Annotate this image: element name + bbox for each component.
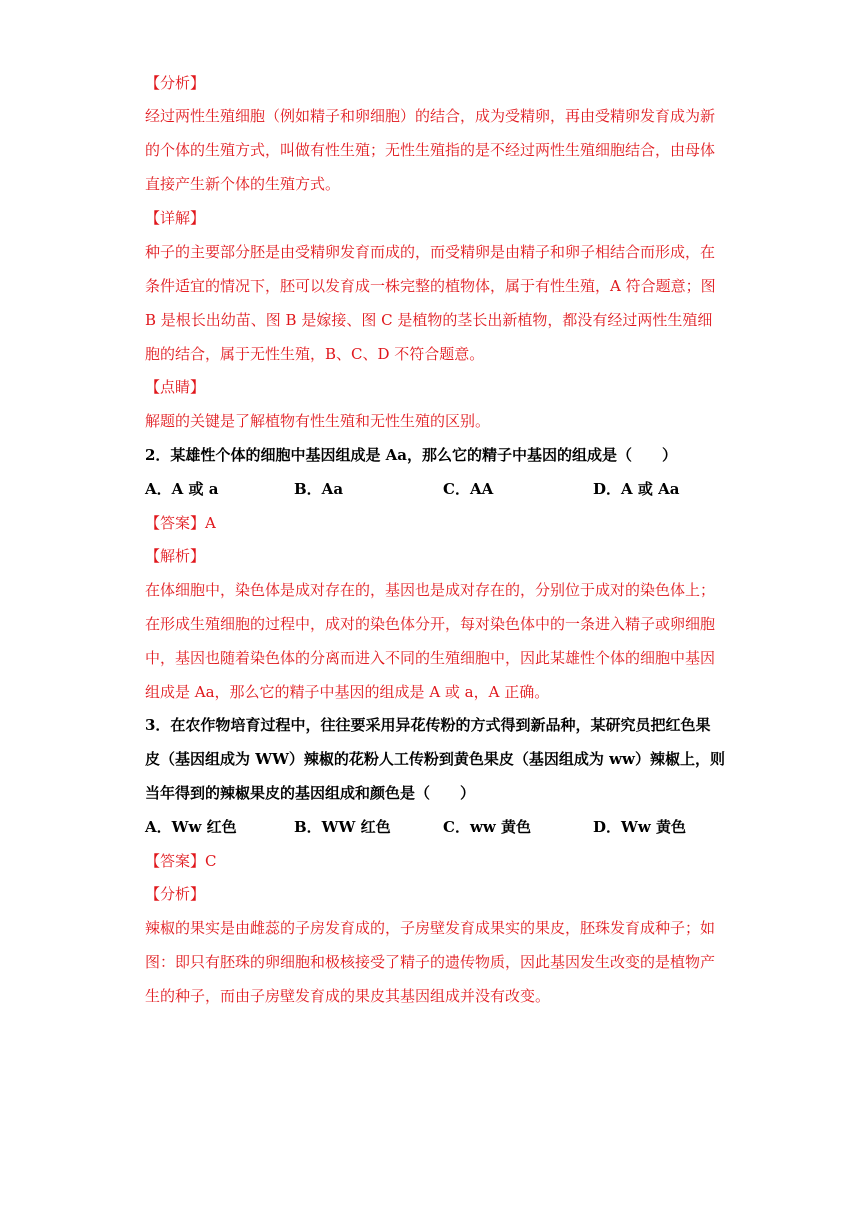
q2-analysis-line: 在形成生殖细胞的过程中，成对的染色体分开，每对染色体中的一条进入精子或卵细胞	[145, 615, 716, 633]
q2-analysis-tag: 【解析】	[145, 547, 206, 565]
q3-option-d: D．Ww 黄色	[593, 818, 686, 836]
answer-value: C	[205, 852, 217, 870]
answer-tag: 【答案】	[145, 514, 206, 532]
question-3-stem: 3．在农作物培育过程中，往往要采用异花传粉的方式得到新品种，某研究员把红色果	[145, 716, 711, 734]
question-3-stem: 当年得到的辣椒果皮的基因组成和颜色是（ ）	[145, 784, 476, 802]
q3-analysis-tag: 【分析】	[145, 885, 206, 903]
answer-tag: 【答案】	[145, 852, 206, 870]
detail-line: B 是根长出幼苗、图 B 是嫁接、图 C 是植物的茎长出新植物，都没有经过两性生殖细	[145, 311, 713, 329]
detail-line: 条件适宜的情况下，胚可以发育成一株完整的植物体，属于有性生殖，A 符合题意；图	[145, 277, 716, 295]
q3-option-a: A．Ww 红色	[145, 818, 237, 836]
q3-analysis-line: 图：即只有胚珠的卵细胞和极核接受了精子的遗传物质，因此基因发生改变的是植物产	[145, 953, 716, 971]
q2-option-d: D．A 或 Aa	[593, 480, 680, 498]
q3-answer	[145, 851, 217, 871]
analysis-line: 直接产生新个体的生殖方式。	[145, 175, 341, 193]
answer-value: A	[205, 514, 216, 532]
question-2-stem: 2．某雄性个体的细胞中基因组成是 Aa，那么它的精子中基因的组成是（ ）	[145, 446, 678, 464]
detail-line: 种子的主要部分胚是由受精卵发育而成的，而受精卵是由精子和卵子相结合而形成，在	[145, 243, 716, 261]
comment-tag: 【点睛】	[145, 378, 206, 396]
q3-analysis-line: 生的种子，而由子房壁发育成的果皮其基因组成并没有改变。	[145, 987, 551, 1005]
q2-analysis-line: 组成是 Aa，那么它的精子中基因的组成是 A 或 a，A 正确。	[145, 683, 550, 701]
q2-option-b: B．Aa	[294, 480, 344, 498]
q2-answer	[145, 513, 216, 533]
analysis-tag: 【分析】	[145, 74, 206, 92]
analysis-line: 的个体的生殖方式，叫做有性生殖；无性生殖指的是不经过两性生殖细胞结合，由母体	[145, 141, 716, 159]
q2-analysis-line: 在体细胞中，染色体是成对存在的，基因也是成对存在的，分别位于成对的染色体上；	[145, 581, 716, 599]
comment-line: 解题的关键是了解植物有性生殖和无性生殖的区别。	[145, 412, 491, 430]
q2-option-a: A．A 或 a	[145, 480, 219, 498]
q3-option-b: B．WW 红色	[294, 818, 391, 836]
q2-analysis-line: 中，基因也随着染色体的分离而进入不同的生殖细胞中，因此某雄性个体的细胞中基因	[145, 649, 716, 667]
q3-option-c: C．ww 黄色	[443, 818, 531, 836]
detail-tag: 【详解】	[145, 209, 206, 227]
analysis-line: 经过两性生殖细胞（例如精子和卵细胞）的结合，成为受精卵，再由受精卵发育成为新	[145, 107, 716, 125]
detail-line: 胞的结合，属于无性生殖，B、C、D 不符合题意。	[145, 345, 485, 363]
q2-option-c: C．AA	[443, 480, 494, 498]
question-3-stem: 皮（基因组成为 WW）辣椒的花粉人工传粉到黄色果皮（基因组成为 ww）辣椒上，则	[145, 750, 725, 768]
q3-analysis-line: 辣椒的果实是由雌蕊的子房发育成的，子房壁发育成果实的果皮，胚珠发育成种子；如	[145, 919, 716, 937]
